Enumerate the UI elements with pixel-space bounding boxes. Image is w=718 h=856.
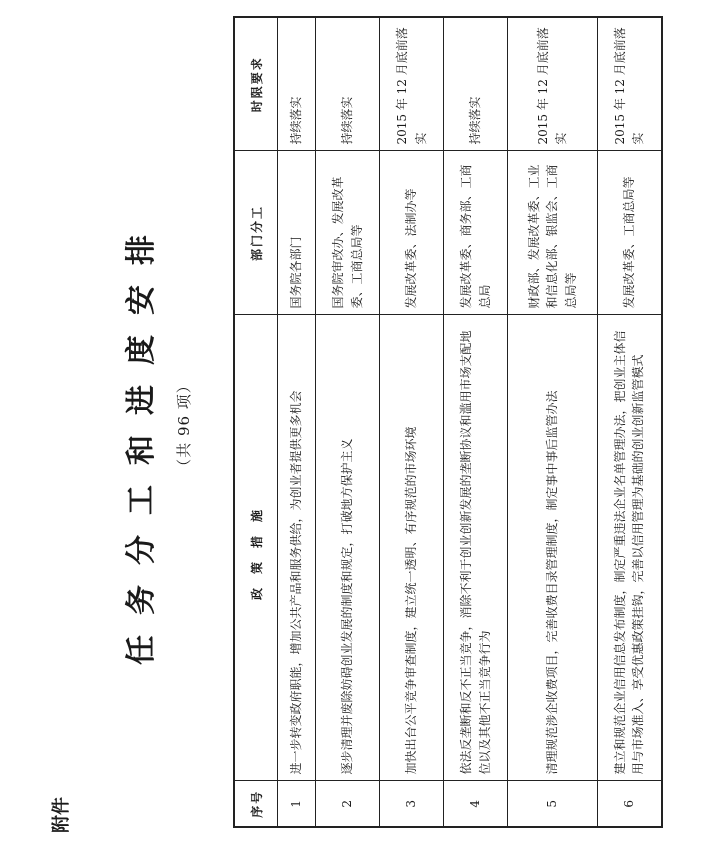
row-dept: 发展改革委、商务部、工商总局 bbox=[444, 151, 508, 315]
header-num: 序号 bbox=[234, 781, 278, 827]
row-policy: 清理规范涉企收费项目，完善收费目录管理制度，制定事中事后监管办法 bbox=[508, 315, 598, 781]
row-deadline: 持续落实 bbox=[316, 17, 380, 151]
header-policy: 政策措施 bbox=[234, 315, 278, 781]
row-policy: 建立和规范企业信用信息发布制度，制定严重违法企业名单管理办法，把创业主体信用与市场准入、享受优惠政策挂钩，完善以信用管理为基础的创业创新监管模式 bbox=[597, 315, 662, 781]
page-title: 任务分工和进度安排 bbox=[124, 215, 159, 665]
row-dept: 财政部、发展改革委、工业和信息化部、银监会、工商总局等 bbox=[508, 151, 598, 315]
table-row bbox=[597, 17, 662, 827]
row-dept: 发展改革委、工商总局等 bbox=[597, 151, 662, 315]
task-table-container bbox=[233, 18, 663, 828]
row-dept: 国务院审改办、发展改革委、工商总局等 bbox=[316, 151, 380, 315]
row-policy: 依法反垄断和反不正当竞争，消除不利于创业创新发展的垄断协议和滥用市场支配地位以及其他不正当竞争行为 bbox=[444, 315, 508, 781]
row-num: 2 bbox=[316, 781, 380, 827]
attachment-label: 附件 bbox=[51, 797, 72, 833]
table-header-row bbox=[234, 17, 278, 827]
row-num: 3 bbox=[380, 781, 444, 827]
row-deadline: 2015 年 12 月底前落实 bbox=[508, 17, 598, 151]
table-row bbox=[508, 17, 598, 827]
page-subtitle: （共 96 项） bbox=[174, 376, 193, 474]
row-deadline: 2015 年 12 月底前落实 bbox=[597, 17, 662, 151]
row-num: 6 bbox=[597, 781, 662, 827]
row-num: 4 bbox=[444, 781, 508, 827]
row-num: 1 bbox=[278, 781, 316, 827]
table-row bbox=[316, 17, 380, 827]
row-num: 5 bbox=[508, 781, 598, 827]
table-row bbox=[444, 17, 508, 827]
task-table bbox=[233, 16, 663, 828]
row-policy: 逐步清理并废除妨碍创业发展的制度和规定，打破地方保护主义 bbox=[316, 315, 380, 781]
row-policy: 加快出台公平竞争审查制度，建立统一透明、有序规范的市场环境 bbox=[380, 315, 444, 781]
header-deadline: 时限要求 bbox=[234, 17, 278, 151]
table-row bbox=[278, 17, 316, 827]
row-policy: 进一步转变政府职能，增加公共产品和服务供给，为创业者提供更多机会 bbox=[278, 315, 316, 781]
row-deadline: 持续落实 bbox=[444, 17, 508, 151]
row-deadline: 2015 年 12 月底前落实 bbox=[380, 17, 444, 151]
header-dept: 部门分工 bbox=[234, 151, 278, 315]
row-dept: 国务院各部门 bbox=[278, 151, 316, 315]
row-dept: 发展改革委、法制办等 bbox=[380, 151, 444, 315]
row-deadline: 持续落实 bbox=[278, 17, 316, 151]
table-row bbox=[380, 17, 444, 827]
